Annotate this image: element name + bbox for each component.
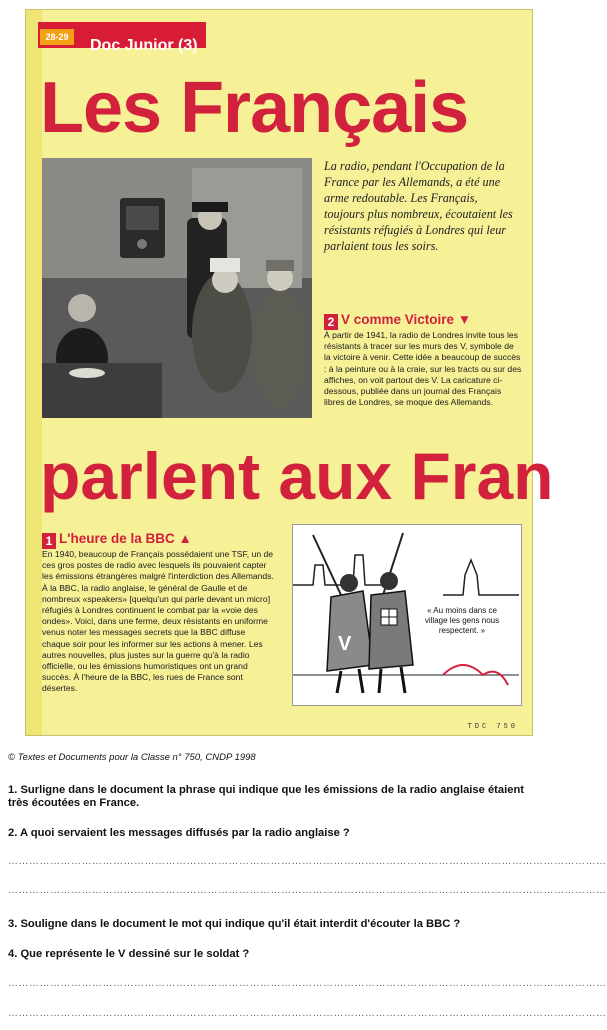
answer-line-q4-1: ……………………………………………………………………………………………………………………………………………………… xyxy=(8,978,607,989)
headline-line-2: parlent aux Fran xyxy=(40,439,554,513)
source-credit: © Textes et Documents pour la Classe n° 750, CNDP 1998 xyxy=(8,752,256,763)
section-2-number: 2 xyxy=(324,314,338,330)
radio-listeners-photo xyxy=(42,158,312,418)
question-1: 1. Surligne dans le document la phrase qui indique que les émissions de la radio anglaise étaient très écoutées en France. xyxy=(8,784,525,809)
section-1-body: En 1940, beaucoup de Français possédaient une TSF, un de ces gros postes de radio avec lesquels ils pouvaient capter les émissions étrangères malgré l'interdiction des Allemands. À la BBC, la radio anglaise, le général de Gaulle et de nombreux «speakers» [quelqu'un qui parle devant un micro] réfugiés à Londres continuent le combat par la «voie des ondes». Voici, dans une ferme, deux résistants en uniforme venus noter les messages secrets que la BBC diffuse chaque soir pour les informer sur les actions à mener. Les autres nouvelles, plus justes sur la guerre qu'à la radio officielle, ou les émissions humoristiques ont un grand succès. À l'heure de la BBC, les rues de France sont désertes. xyxy=(42,549,274,694)
answer-line-q2-2: ……………………………………………………………………………………………………………………………………………………… xyxy=(8,885,607,896)
answer-line-q4-2: ……………………………………………………………………………………………………………………………………………………… xyxy=(8,1008,607,1019)
headline-line-1: Les Français xyxy=(40,68,469,148)
cartoon-caption: « Au moins dans ce village les gens nous respectent. » xyxy=(424,606,500,635)
answer-line-q2-1: ……………………………………………………………………………………………………………………………………………………… xyxy=(8,856,607,867)
intro-paragraph: La radio, pendant l'Occupation de la France par les Allemands, a été une arme redoutable. Les Français, toujours plus nombreux, écoutaient les résistants réfugiés à Londres qui leur parlaient tous les soirs. xyxy=(324,159,513,253)
question-4: 4. Que représente le V dessiné sur le soldat ? xyxy=(8,948,250,960)
doc-title: Doc Junior (3) xyxy=(90,37,198,54)
section-label: LA RÉSISTANCE xyxy=(93,28,174,35)
question-3: 3. Souligne dans le document le mot qui indique qu'il était interdit d'écouter la BBC ? xyxy=(8,918,461,930)
section-1-heading xyxy=(42,531,192,549)
section-1-number: 1 xyxy=(42,533,56,549)
section-2-title: V comme Victoire ▼ xyxy=(341,312,472,327)
magazine-footer-code: TDC 750 xyxy=(467,723,518,731)
section-1-title: L'heure de la BBC ▲ xyxy=(59,531,192,546)
section-2-body: À partir de 1941, la radio de Londres invite tous les résistants à tracer sur les murs des V, symbole de la victoire à venir. Cette idée a beaucoup de succès : à la peinture ou à la craie, sur les tracts ou sur des affiches, on voit partout des V. La caricature ci-dessous, publiée dans un journal des Français libres de Londres, se moque des Allemands. xyxy=(324,330,522,408)
question-2: 2. A quoi servaient les messages diffusés par la radio anglaise ? xyxy=(8,827,350,839)
photo-illustration xyxy=(42,158,312,418)
section-2-heading xyxy=(324,312,471,330)
cartoon-v-letter: V xyxy=(338,633,352,655)
page-numbers: 28-29 xyxy=(40,29,74,45)
magazine-page xyxy=(25,9,554,736)
